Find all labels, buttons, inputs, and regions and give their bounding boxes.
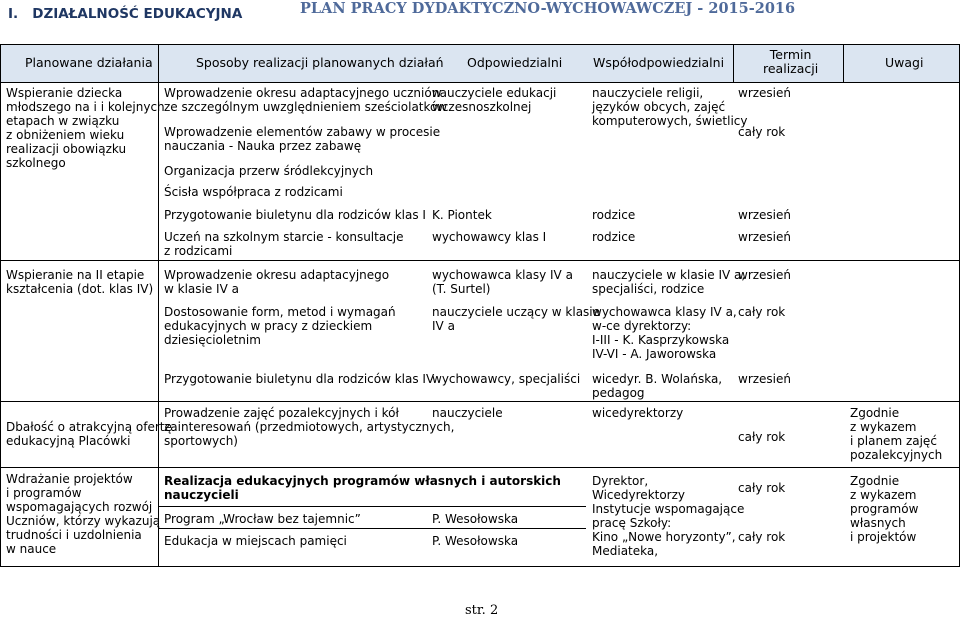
subrow-divider bbox=[158, 528, 586, 529]
column-header-deadline: Termin realizacji bbox=[763, 47, 819, 76]
deadline-cell: wrzesień bbox=[738, 86, 792, 100]
deadline-cell: wrzesień bbox=[738, 372, 792, 386]
co-responsible-cell: wicedyrektorzy bbox=[592, 406, 684, 420]
planned-action-cell: Dbałość o atrakcyjną ofertę edukacyjną Placówki bbox=[6, 420, 172, 448]
deadline-cell: wrzesień bbox=[738, 268, 792, 282]
responsible-cell: wychowawcy, specjaliści bbox=[432, 372, 581, 386]
method-cell: Ścisła współpraca z rodzicami bbox=[164, 185, 343, 199]
deadline-cell: cały rok bbox=[738, 125, 786, 139]
deadline-cell: cały rok bbox=[738, 430, 786, 444]
method-cell: Uczeń na szkolnym starcie - konsultacje z rodzicami bbox=[164, 230, 404, 258]
deadline-cell: cały rok bbox=[738, 530, 786, 544]
method-cell: Wprowadzenie okresu adaptacyjnego uczniów ze szczególnym uwzględnieniem sześciolatków bbox=[164, 86, 448, 114]
row-divider-2 bbox=[0, 401, 960, 402]
responsible-cell: P. Wesołowska bbox=[432, 534, 519, 548]
column-header-notes: Uwagi bbox=[885, 55, 924, 70]
co-responsible-cell: nauczyciele w klasie IV a, specjaliści, rodzice bbox=[592, 268, 746, 296]
row-divider-3 bbox=[0, 467, 960, 468]
method-cell: Dostosowanie form, metod i wymagań edukacyjnych w pracy z dzieckiem dziesięcioletnim bbox=[164, 305, 396, 347]
planned-action-cell: Wspieranie na II etapie kształcenia (dot. klas IV) bbox=[6, 268, 154, 296]
responsible-cell: wychowawcy klas I bbox=[432, 230, 547, 244]
notes-cell: Zgodnie z wykazem i planem zajęć pozalekcyjnych bbox=[850, 406, 943, 462]
co-responsible-cell: wychowawca klasy IV a, w-ce dyrektorzy: I-III - K. Kasprzykowska IV-VI - A. Jaworowska bbox=[592, 305, 737, 361]
row-divider-1 bbox=[0, 260, 960, 261]
deadline-cell: cały rok bbox=[738, 305, 786, 319]
section-title: I. DZIAŁALNOŚĆ EDUKACYJNA bbox=[8, 6, 243, 22]
program-cell: Edukacja w miejscach pamięci bbox=[164, 534, 347, 548]
notes-cell: Zgodnie z wykazem programów własnych i projektów bbox=[850, 474, 919, 544]
plan-title: PLAN PRACY DYDAKTYCZNO-WYCHOWAWCZEJ - 2015-2016 bbox=[300, 0, 796, 17]
responsible-cell: K. Piontek bbox=[432, 208, 492, 222]
header-bottom-border bbox=[0, 82, 960, 83]
method-cell: Prowadzenie zajęć pozalekcyjnych i kół zainteresowań (przedmiotowych, artystycznych, sportowych) bbox=[164, 406, 455, 448]
deadline-cell: wrzesień bbox=[738, 230, 792, 244]
method-cell: Przygotowanie biuletynu dla rodziców klas I bbox=[164, 208, 426, 222]
column-header-co-responsible: Współodpowiedzialni bbox=[593, 55, 725, 70]
co-responsible-cell: Dyrektor, Wicedyrektorzy Instytucje wspomagające pracę Szkoły: Kino „Nowe horyzonty”, Mediateka, bbox=[592, 474, 745, 558]
planned-action-cell: Wspieranie dziecka młodszego na i i kolejnych etapach w związku z obniżeniem wieku realizacji obowiązku szkolnego bbox=[6, 86, 165, 170]
column-header-methods: Sposoby realizacji planowanych działań bbox=[196, 55, 444, 70]
column-border-6 bbox=[843, 44, 844, 82]
responsible-cell: nauczyciele uczący w klasie IV a bbox=[432, 305, 601, 333]
method-cell: Organizacja przerw śródlekcyjnych bbox=[164, 164, 374, 178]
responsible-cell: P. Wesołowska bbox=[432, 512, 519, 526]
column-border-0 bbox=[0, 44, 1, 567]
column-header-planned-actions: Planowane działania bbox=[25, 55, 153, 70]
program-cell: Program „Wrocław bez tajemnic” bbox=[164, 512, 361, 526]
table-bottom-border bbox=[0, 566, 960, 567]
column-header-responsible: Odpowiedzialni bbox=[467, 55, 563, 70]
co-responsible-cell: rodzice bbox=[592, 208, 636, 222]
deadline-cell: wrzesień bbox=[738, 208, 792, 222]
method-cell: Realizacja edukacyjnych programów własnych i autorskich nauczycieli bbox=[164, 474, 561, 502]
responsible-cell: nauczyciele bbox=[432, 406, 503, 420]
deadline-cell: cały rok bbox=[738, 481, 786, 495]
table-top-border bbox=[0, 44, 960, 45]
method-cell: Wprowadzenie okresu adaptacyjnego w klasie IV a bbox=[164, 268, 390, 296]
responsible-cell: nauczyciele edukacji wczesnoszkolnej bbox=[432, 86, 557, 114]
method-cell: Wprowadzenie elementów zabawy w procesie nauczania - Nauka przez zabawę bbox=[164, 125, 441, 153]
page-number: str. 2 bbox=[465, 603, 499, 618]
column-border-5 bbox=[733, 44, 734, 82]
planned-action-cell: Wdrażanie projektów i programów wspomagających rozwój Uczniów, którzy wykazują trudności i uzdolnienia w nauce bbox=[6, 472, 161, 556]
subrow-divider bbox=[158, 506, 586, 507]
co-responsible-cell: wicedyr. B. Wolańska, pedagog bbox=[592, 372, 723, 400]
co-responsible-cell: rodzice bbox=[592, 230, 636, 244]
co-responsible-cell: nauczyciele religii, języków obcych, zajęć komputerowych, świetlicy bbox=[592, 86, 748, 128]
responsible-cell: wychowawca klasy IV a (T. Surtel) bbox=[432, 268, 573, 296]
method-cell: Przygotowanie biuletynu dla rodziców klas IV bbox=[164, 372, 435, 386]
